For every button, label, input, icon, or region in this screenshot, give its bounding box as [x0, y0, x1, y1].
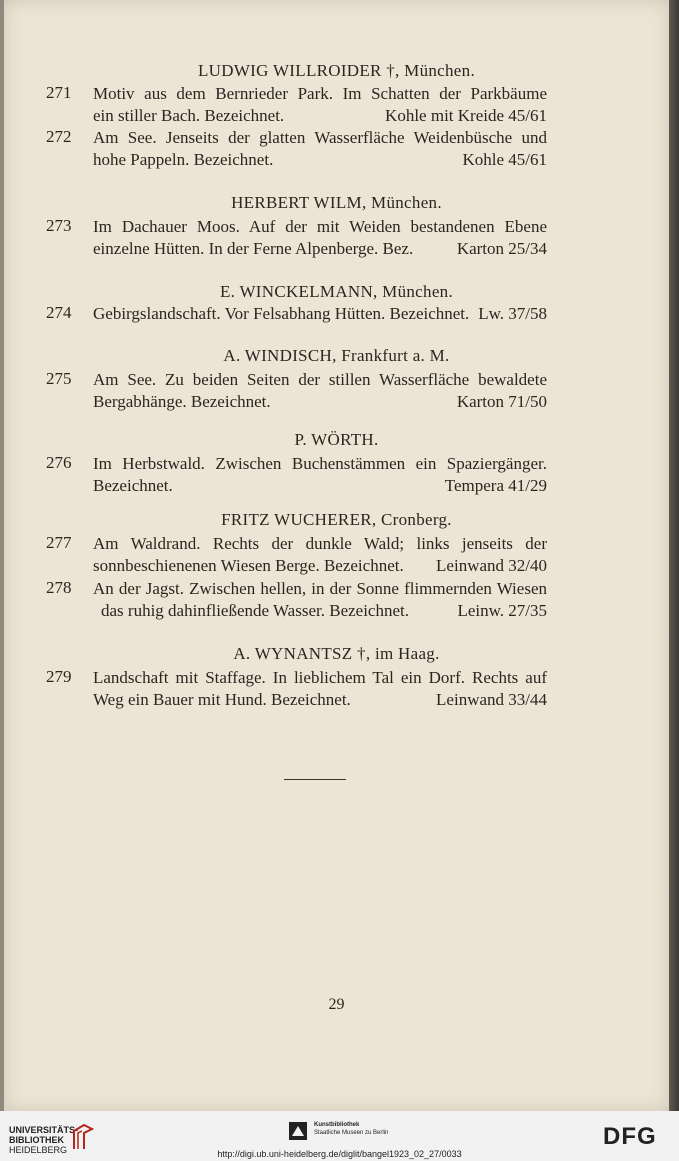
- entry-medium-size: Leinwand 33/44: [436, 690, 547, 709]
- scanned-page: [4, 0, 669, 1111]
- entry-description: Weg ein Bauer mit Hund. Bezeichnet.: [93, 690, 351, 709]
- entry-description: hohe Pappeln. Bezeichnet.: [93, 150, 274, 169]
- entry-description: Bergabhänge. Bezeichnet.: [93, 392, 271, 411]
- artist-heading: A. WINDISCH, Frankfurt a. M.: [223, 346, 450, 365]
- entry-number: 276: [46, 453, 72, 472]
- artist-heading: E. WINCKELMANN, München.: [219, 282, 454, 301]
- entry-medium-size: Kohle 45/61: [462, 150, 547, 169]
- artist-heading: A. WYNANTSZ †, im Haag.: [233, 644, 440, 663]
- kunstbibliothek-logo-icon: [289, 1122, 307, 1140]
- entry-last-line: [93, 475, 547, 497]
- dfg-logo: DFG: [603, 1123, 657, 1150]
- entry-last-line: [101, 600, 547, 622]
- entry-number: 271: [46, 83, 72, 102]
- entry-line: Am See. Zu beiden Seiten der stillen Wasserfläche bewaldete: [93, 370, 547, 389]
- artist-heading: HERBERT WILM, München.: [231, 193, 442, 212]
- entry-line: Am See. Jenseits der glatten Wasserfläche Weidenbüsche und: [93, 128, 547, 147]
- entry-number: 279: [46, 667, 72, 686]
- entry-medium-size: Leinw. 27/35: [457, 601, 547, 620]
- entry-description: Bezeichnet.: [93, 476, 173, 495]
- entry-line: Landschaft mit Staffage. In lieblichem Tal ein Dorf. Rechts auf: [93, 668, 547, 687]
- page-number: 29: [328, 996, 345, 1013]
- entry-description: das ruhig dahinfließende Wasser. Bezeichnet.: [101, 601, 409, 620]
- entry-description: sonnbeschienenen Wiesen Berge. Bezeichnet.: [93, 556, 404, 575]
- entry-line: Im Herbstwald. Zwischen Buchenstämmen ein Spaziergänger.: [93, 454, 547, 473]
- entry-last-line: [93, 555, 547, 577]
- entry-last-line: [93, 303, 547, 325]
- entry-number: 274: [46, 303, 72, 322]
- page-edge-shadow: [669, 0, 679, 1111]
- ub-logo-icon: [70, 1121, 96, 1151]
- entry-line: An der Jagst. Zwischen hellen, in der Sonne flimmernden Wiesen: [93, 579, 547, 598]
- ub-line-2: BIBLIOTHEK: [9, 1135, 64, 1145]
- entry-last-line: [93, 238, 547, 260]
- source-url[interactable]: http://digi.ub.uni-heidelberg.de/diglit/bangel1923_02_27/0033: [217, 1149, 462, 1159]
- artist-heading: LUDWIG WILLROIDER †, München.: [197, 61, 476, 80]
- footer-bar: [0, 1111, 679, 1161]
- entry-last-line: [93, 689, 547, 711]
- entry-line: Motiv aus dem Bernrieder Park. Im Schatten der Parkbäume: [93, 84, 547, 103]
- ub-line-3: HEIDELBERG: [9, 1145, 68, 1155]
- entry-number: 278: [46, 578, 72, 597]
- entry-description: ein stiller Bach. Bezeichnet.: [93, 106, 285, 125]
- entry-number: 277: [46, 533, 72, 552]
- entry-medium-size: Tempera 41/29: [444, 476, 547, 495]
- entry-medium-size: Lw. 37/58: [478, 304, 547, 323]
- artist-heading: P. WÖRTH.: [294, 430, 379, 449]
- entry-medium-size: Kohle mit Kreide 45/61: [385, 106, 547, 125]
- ub-line-1: UNIVERSITÄTS-: [9, 1125, 79, 1135]
- entry-last-line: [93, 391, 547, 413]
- kb-line-1: Kunstbibliothek: [314, 1122, 360, 1128]
- entry-number: 272: [46, 127, 72, 146]
- entry-line: Am Waldrand. Rechts der dunkle Wald; links jenseits der: [93, 534, 547, 553]
- kb-line-2: Staatliche Museen zu Berlin: [314, 1130, 389, 1136]
- entry-line: Im Dachauer Moos. Auf der mit Weiden bestandenen Ebene: [93, 217, 547, 236]
- artist-heading: FRITZ WUCHERER, Cronberg.: [221, 510, 452, 529]
- entry-number: 273: [46, 216, 72, 235]
- end-rule: [284, 779, 346, 780]
- entry-description: einzelne Hütten. In der Ferne Alpenberge. Bez.: [93, 239, 414, 258]
- entry-number: 275: [46, 369, 72, 388]
- entry-last-line: [93, 149, 547, 171]
- entry-last-line: [93, 105, 547, 127]
- entry-medium-size: Karton 71/50: [456, 392, 547, 411]
- entry-medium-size: Karton 25/34: [456, 239, 547, 258]
- entry-medium-size: Leinwand 32/40: [436, 556, 547, 575]
- kunstbibliothek-label: [314, 1121, 388, 1137]
- entry-description: Gebirgslandschaft. Vor Felsabhang Hütten. Bezeichnet.: [93, 304, 470, 323]
